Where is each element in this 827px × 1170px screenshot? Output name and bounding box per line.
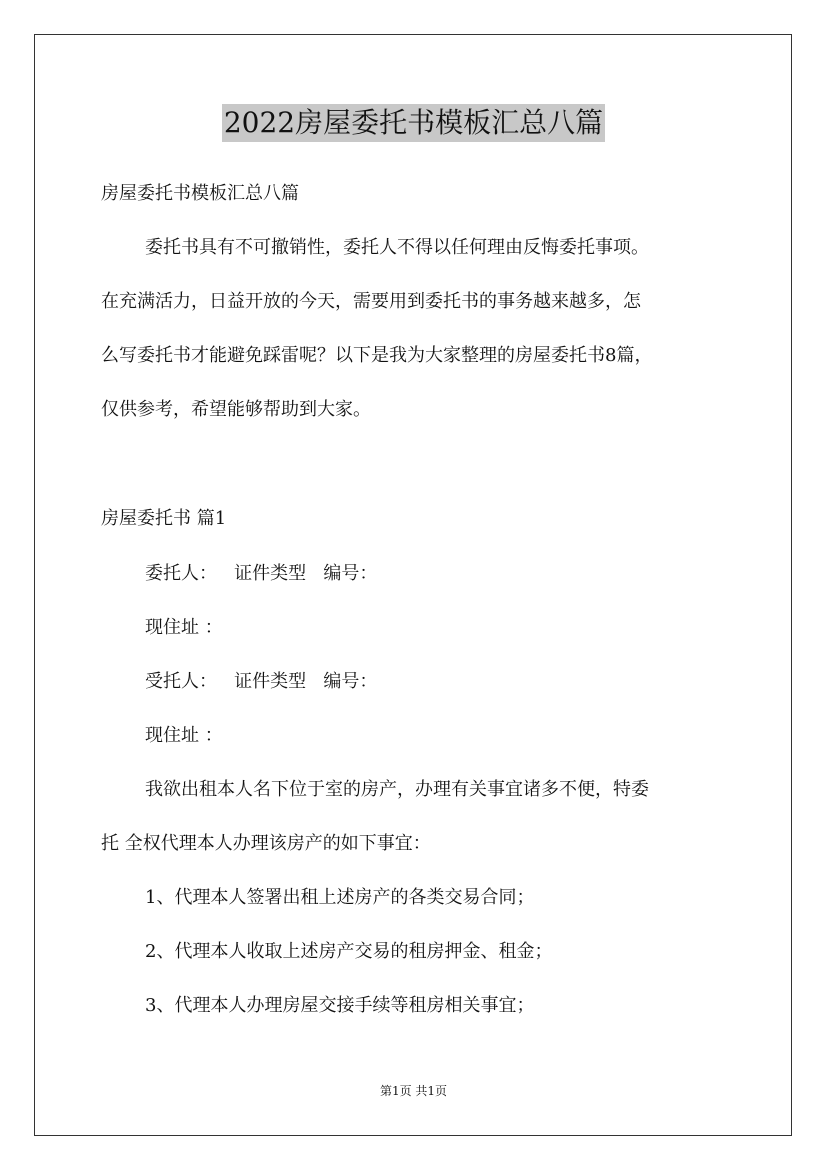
intro-line-2: 在充满活力，日益开放的今天，需要用到委托书的事务越来越多，怎 (101, 291, 641, 312)
principal-address-field: 现住址 ： (145, 617, 223, 638)
list-item-3: 3、代理本人办理房屋交接手续等租房相关事宜； (145, 995, 535, 1016)
agent-field: 受托人： 证件类型 编号： (145, 671, 378, 692)
intro-line-1: 委托书具有不可撤销性，委托人不得以任何理由反悔委托事项。 (145, 237, 649, 258)
title-container (0, 104, 827, 142)
agent-address-field: 现住址 ： (145, 725, 223, 746)
section-heading: 房屋委托书 篇1 (101, 508, 227, 529)
list-item-1: 1、代理本人签署出租上述房产的各类交易合同； (145, 887, 535, 908)
body-line-2: 托 全权代理本人办理该房产的如下事宜： (101, 833, 431, 854)
document-subtitle: 房屋委托书模板汇总八篇 (101, 183, 299, 204)
intro-line-4: 仅供参考，希望能够帮助到大家。 (101, 399, 371, 420)
principal-field: 委托人： 证件类型 编号： (145, 563, 378, 584)
page-footer: 第1页 共1页 (379, 1084, 448, 1098)
intro-line-3: 么写委托书才能避免踩雷呢？以下是我为大家整理的房屋委托书8篇， (101, 345, 653, 366)
list-item-2: 2、代理本人收取上述房产交易的租房押金、租金； (145, 941, 553, 962)
document-title: 2022房屋委托书模板汇总八篇 (222, 104, 605, 142)
body-line-1: 我欲出租本人名下位于室的房产，办理有关事宜诸多不便，特委 (145, 779, 649, 800)
